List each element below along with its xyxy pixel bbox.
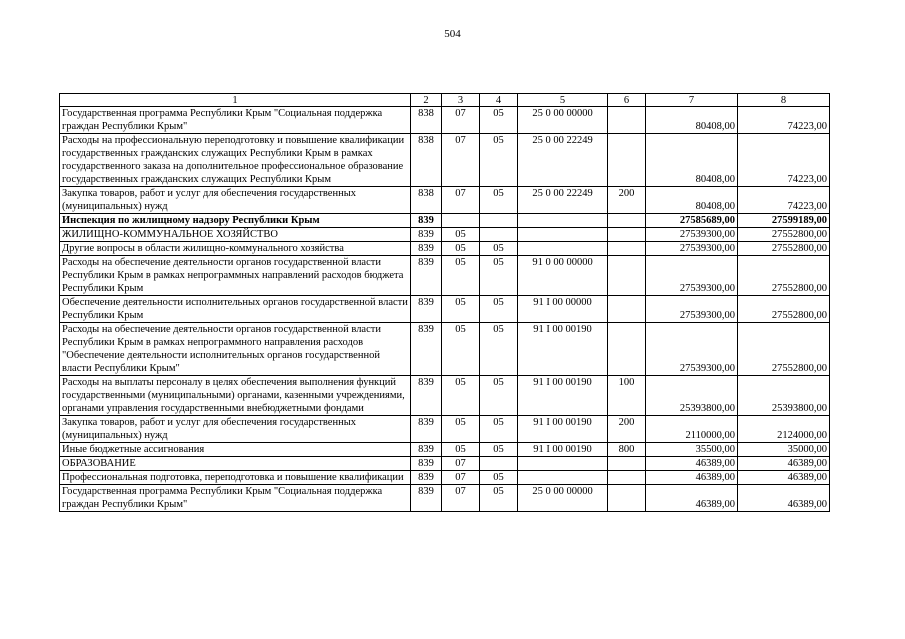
row-target-article-cell: [518, 214, 608, 228]
row-expense-type-cell: 800: [608, 443, 646, 457]
row-name-cell: Иные бюджетные ассигнования: [60, 443, 411, 457]
row-target-article-cell: [518, 228, 608, 242]
row-section-cell: 07: [442, 134, 480, 187]
row-amount-year1-cell: 2110000,00: [646, 416, 738, 443]
row-amount-year2-cell: 2124000,00: [738, 416, 830, 443]
row-admin-code-cell: 839: [411, 296, 442, 323]
row-name-cell: Закупка товаров, работ и услуг для обеспечения государственных (муниципальных) нужд: [60, 187, 411, 214]
row-subsection-cell: 05: [480, 242, 518, 256]
row-admin-code-cell: 839: [411, 256, 442, 296]
table-row: [60, 256, 830, 296]
row-amount-year1-cell: 27585689,00: [646, 214, 738, 228]
row-amount-year2-cell: 74223,00: [738, 134, 830, 187]
row-admin-code-cell: 839: [411, 323, 442, 376]
row-subsection-cell: 05: [480, 107, 518, 134]
row-amount-year1-cell: 46389,00: [646, 485, 738, 512]
row-subsection-cell: 05: [480, 256, 518, 296]
table-row: [60, 187, 830, 214]
row-expense-type-cell: [608, 107, 646, 134]
row-subsection-cell: 05: [480, 296, 518, 323]
row-amount-year2-cell: 27552800,00: [738, 296, 830, 323]
row-amount-year1-cell: 27539300,00: [646, 256, 738, 296]
row-amount-year1-cell: 25393800,00: [646, 376, 738, 416]
row-admin-code-cell: 838: [411, 187, 442, 214]
table-row: [60, 443, 830, 457]
row-expense-type-cell: [608, 228, 646, 242]
row-section-cell: 05: [442, 242, 480, 256]
row-name-cell: Государственная программа Республики Крым "Социальная поддержка граждан Республики Крым": [60, 107, 411, 134]
row-amount-year1-cell: 27539300,00: [646, 323, 738, 376]
row-amount-year1-cell: 35500,00: [646, 443, 738, 457]
row-admin-code-cell: 839: [411, 416, 442, 443]
row-admin-code-cell: 839: [411, 443, 442, 457]
row-section-cell: 05: [442, 228, 480, 242]
row-admin-code-cell: 839: [411, 485, 442, 512]
row-amount-year1-cell: 46389,00: [646, 457, 738, 471]
page-number: 504: [444, 28, 461, 40]
row-section-cell: 05: [442, 416, 480, 443]
row-subsection-cell: [480, 214, 518, 228]
table-row: [60, 134, 830, 187]
table-row: [60, 107, 830, 134]
table-row: [60, 214, 830, 228]
row-name-cell: ОБРАЗОВАНИЕ: [60, 457, 411, 471]
row-name-cell: Другие вопросы в области жилищно-коммунального хозяйства: [60, 242, 411, 256]
row-amount-year1-cell: 27539300,00: [646, 242, 738, 256]
row-admin-code-cell: 839: [411, 376, 442, 416]
row-subsection-cell: 05: [480, 471, 518, 485]
row-amount-year1-cell: 80408,00: [646, 107, 738, 134]
row-target-article-cell: 25 0 00 22249: [518, 134, 608, 187]
row-target-article-cell: [518, 242, 608, 256]
header-cell: 3: [442, 94, 480, 107]
header-cell: 4: [480, 94, 518, 107]
row-expense-type-cell: [608, 471, 646, 485]
row-section-cell: [442, 214, 480, 228]
row-target-article-cell: 25 0 00 22249: [518, 187, 608, 214]
row-name-cell: Инспекция по жилищному надзору Республики Крым: [60, 214, 411, 228]
row-amount-year1-cell: 27539300,00: [646, 296, 738, 323]
row-section-cell: 05: [442, 296, 480, 323]
row-amount-year2-cell: 27552800,00: [738, 228, 830, 242]
row-section-cell: 07: [442, 187, 480, 214]
table-row: [60, 376, 830, 416]
row-amount-year1-cell: 80408,00: [646, 187, 738, 214]
row-expense-type-cell: [608, 323, 646, 376]
row-target-article-cell: 91 I 00 00190: [518, 416, 608, 443]
table-row: [60, 471, 830, 485]
row-name-cell: Профессиональная подготовка, переподготовка и повышение квалификации: [60, 471, 411, 485]
row-expense-type-cell: [608, 485, 646, 512]
row-amount-year1-cell: 80408,00: [646, 134, 738, 187]
row-section-cell: 05: [442, 323, 480, 376]
row-admin-code-cell: 839: [411, 471, 442, 485]
budget-table: [59, 93, 830, 512]
row-amount-year2-cell: 25393800,00: [738, 376, 830, 416]
row-expense-type-cell: [608, 242, 646, 256]
row-name-cell: Расходы на профессиональную переподготовку и повышение квалификации государственных гражданских служащих Республики Крым в рамках государственного заказа на дополнительное профессиональное образование государственных гражданских служащих Республики Крым: [60, 134, 411, 187]
row-target-article-cell: 25 0 00 00000: [518, 485, 608, 512]
row-section-cell: 05: [442, 376, 480, 416]
row-expense-type-cell: 100: [608, 376, 646, 416]
row-target-article-cell: [518, 457, 608, 471]
row-expense-type-cell: [608, 214, 646, 228]
row-expense-type-cell: [608, 457, 646, 471]
row-subsection-cell: [480, 228, 518, 242]
row-subsection-cell: 05: [480, 134, 518, 187]
row-amount-year2-cell: 74223,00: [738, 187, 830, 214]
row-expense-type-cell: 200: [608, 416, 646, 443]
row-admin-code-cell: 838: [411, 107, 442, 134]
row-amount-year2-cell: 46389,00: [738, 471, 830, 485]
row-amount-year2-cell: 27552800,00: [738, 323, 830, 376]
table-row: [60, 416, 830, 443]
table-row: [60, 457, 830, 471]
row-amount-year2-cell: 35000,00: [738, 443, 830, 457]
row-admin-code-cell: 839: [411, 214, 442, 228]
row-name-cell: Государственная программа Республики Крым "Социальная поддержка граждан Республики Крым": [60, 485, 411, 512]
table-row: [60, 323, 830, 376]
table-row: [60, 485, 830, 512]
row-expense-type-cell: [608, 256, 646, 296]
row-subsection-cell: 05: [480, 187, 518, 214]
row-name-cell: Расходы на обеспечение деятельности органов государственной власти Республики Крым в рамках непрограммного направления расходов "Обеспечение деятельности исполнительных органов государственной власти Республики Крым": [60, 323, 411, 376]
row-admin-code-cell: 839: [411, 457, 442, 471]
row-admin-code-cell: 838: [411, 134, 442, 187]
row-section-cell: 07: [442, 485, 480, 512]
row-subsection-cell: [480, 457, 518, 471]
row-amount-year2-cell: 46389,00: [738, 485, 830, 512]
row-target-article-cell: 91 I 00 00000: [518, 296, 608, 323]
row-name-cell: Обеспечение деятельности исполнительных органов государственной власти Республики Крым: [60, 296, 411, 323]
row-admin-code-cell: 839: [411, 242, 442, 256]
row-section-cell: 05: [442, 443, 480, 457]
row-admin-code-cell: 839: [411, 228, 442, 242]
row-expense-type-cell: 200: [608, 187, 646, 214]
header-cell: 7: [646, 94, 738, 107]
row-amount-year2-cell: 27552800,00: [738, 256, 830, 296]
header-cell: 6: [608, 94, 646, 107]
table-row: [60, 242, 830, 256]
row-name-cell: ЖИЛИЩНО-КОММУНАЛЬНОЕ ХОЗЯЙСТВО: [60, 228, 411, 242]
row-target-article-cell: [518, 471, 608, 485]
header-cell: 8: [738, 94, 830, 107]
row-subsection-cell: 05: [480, 416, 518, 443]
row-section-cell: 05: [442, 256, 480, 296]
row-expense-type-cell: [608, 296, 646, 323]
row-target-article-cell: 91 I 00 00190: [518, 443, 608, 457]
table-row: [60, 296, 830, 323]
header-cell: 2: [411, 94, 442, 107]
table-header-row: [60, 94, 830, 107]
row-target-article-cell: 91 I 00 00190: [518, 323, 608, 376]
row-target-article-cell: 25 0 00 00000: [518, 107, 608, 134]
row-target-article-cell: 91 0 00 00000: [518, 256, 608, 296]
row-subsection-cell: 05: [480, 443, 518, 457]
row-expense-type-cell: [608, 134, 646, 187]
row-subsection-cell: 05: [480, 485, 518, 512]
row-section-cell: 07: [442, 471, 480, 485]
row-section-cell: 07: [442, 457, 480, 471]
row-amount-year2-cell: 46389,00: [738, 457, 830, 471]
row-subsection-cell: 05: [480, 323, 518, 376]
row-amount-year2-cell: 27599189,00: [738, 214, 830, 228]
row-target-article-cell: 91 I 00 00190: [518, 376, 608, 416]
row-name-cell: Расходы на обеспечение деятельности органов государственной власти Республики Крым в рамках непрограммных направлений расходов бюджета Республики Крым: [60, 256, 411, 296]
row-section-cell: 07: [442, 107, 480, 134]
row-amount-year2-cell: 74223,00: [738, 107, 830, 134]
row-amount-year1-cell: 27539300,00: [646, 228, 738, 242]
header-cell: 1: [60, 94, 411, 107]
row-amount-year1-cell: 46389,00: [646, 471, 738, 485]
row-name-cell: Расходы на выплаты персоналу в целях обеспечения выполнения функций государственными (муниципальными) органами, казенными учреждениями, органами управления государственными внебюджетными фондами: [60, 376, 411, 416]
header-cell: 5: [518, 94, 608, 107]
table-row: [60, 228, 830, 242]
row-name-cell: Закупка товаров, работ и услуг для обеспечения государственных (муниципальных) нужд: [60, 416, 411, 443]
row-subsection-cell: 05: [480, 376, 518, 416]
row-amount-year2-cell: 27552800,00: [738, 242, 830, 256]
